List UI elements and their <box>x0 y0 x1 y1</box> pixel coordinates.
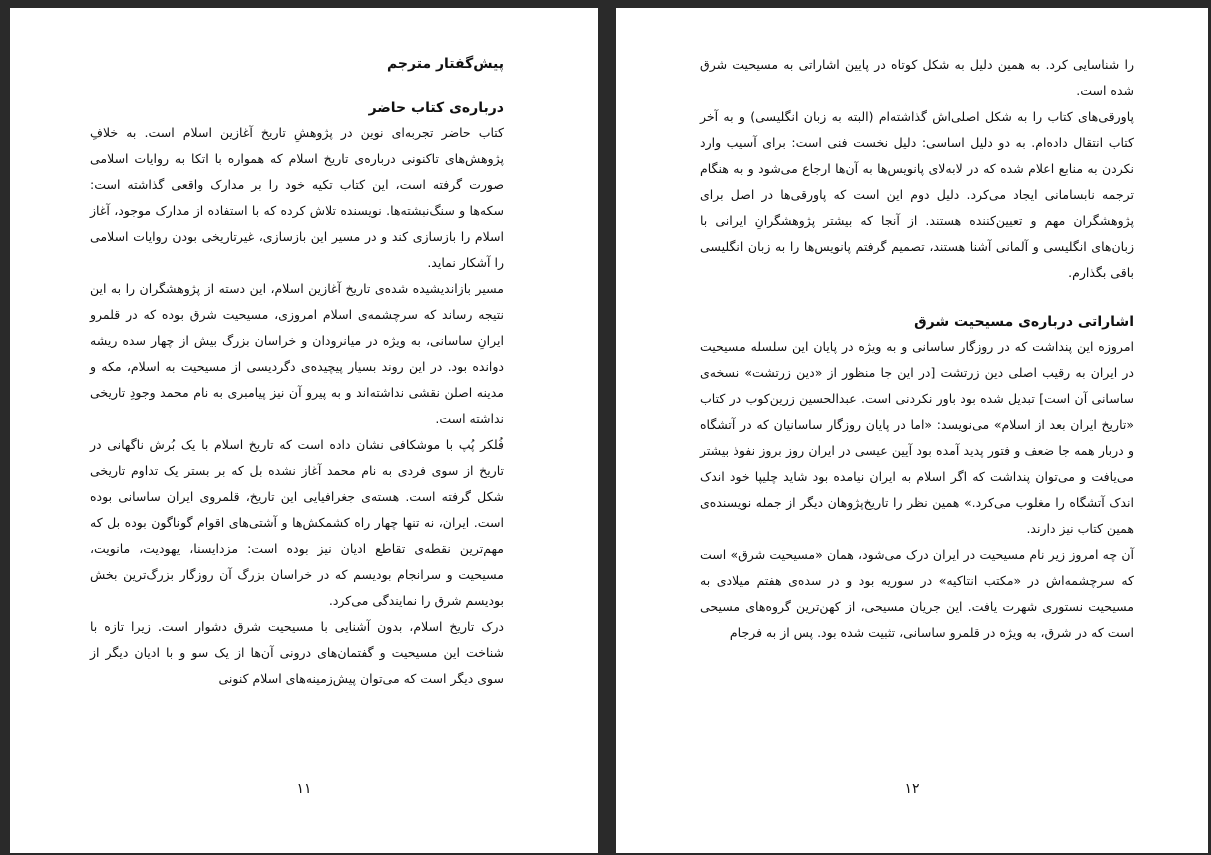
section-heading-about-book: درباره‌ی کتاب حاضر <box>368 100 504 116</box>
paragraph: مسیر بازاندیشیده شده‌ی تاریخ آغازین اسلام، این دسته از پژوهشگران را به این نتیجه رساند که سرچشمه‌ی اسلام امروزی، مسیحیت شرق بوده که در قلمرو ایرانِ ساسانی، به ویژه در میانرودان و خراسان بزرگ بیش از چهار سده ریشه دوانده بود. در این روند بسیار پیچیده‌ی دگردیسی از مسیحیت به اسلام، مکه و مدینه اصلن نقشی نداشته‌اند و به پیرو آن نیز پیامبری به نام محمد وجودِ تاریخی نداشته است. <box>90 281 504 426</box>
page-number: ۱۱ <box>296 781 312 797</box>
page-gutter <box>598 0 616 855</box>
paragraph: پاورقی‌های کتاب را به شکل اصلی‌اش گذاشته‌ام (البته به زبان انگلیسی) و به آخر کتاب انتقال داده‌ام. به دو دلیل اساسی: دلیل نخست فنی است: برای آسیب وارد نکردن به منابع اعلام شده که در لابه‌لای پانویس‌ها به آن‌ها ارجاع می‌شود و به هنگام ترجمه نابسامانی ایجاد می‌کرد. دلیل دوم این است که پاورقی‌ها در اصل برای پژوهشگران مهم و تعیین‌کننده هستند. از آنجا که بیشتر پژوهشگرانِ ایرانی با زبان‌های انگلیسی و آلمانی آشنا هستند، تصمیم گرفتم پانویس‌ها را به زبان انگلیسی باقی بگذارم. <box>700 109 1134 280</box>
section-heading-eastern-christianity: اشاراتی درباره‌ی مسیحیت شرق <box>914 314 1134 330</box>
page-title: پیش‌گفتار مترجم <box>386 56 504 72</box>
page-11 <box>10 8 598 853</box>
page-number: ۱۲ <box>904 781 920 797</box>
paragraph: فُلکر پُپ با موشکافی نشان داده است که تاریخ اسلام با یک بُرش ناگهانی در تاریخ از سوی فردی به نام محمد آغاز نشده بل که بر بستر یک تداوم تاریخی شکل گرفته است. هسته‌ی جغرافیایی این تاریخ، قلمروی ایران ساسانی بوده است. ایران، نه تنها چهار راه کشمکش‌ها و آشتی‌های اقوام گوناگون بوده بل که مهم‌ترین نقطه‌ی تقاطع ادیان نیز بوده است: مزدایسنا، یهودیت، مانویت، مسیحیت و سرانجام بودیسم که در خراسان بزرگ آن روزگار بزرگ‌ترین بخش بودیسم شرق را نمایندگی می‌کرد. <box>90 437 504 608</box>
paragraph: کتاب حاضر تجربه‌ای نوین در پژوهشِ تاریخ آغازین اسلام است. به خلافِ پژوهش‌های تاکنونی درباره‌ی تاریخ اسلام که همواره با اتکا به روایات اسلامی صورت گرفته است، این کتاب تکیه خود را بر مدارک واقعی گذاشته است: سکه‌ها و سنگ‌نبشته‌ها. نویسنده تلاش کرده که با استفاده از مدارک موجود، آغاز اسلام را بازسازی کند و در مسیر این بازسازی، غیرتاریخی بودن روایات اسلامی را آشکار نماید. <box>90 125 504 270</box>
paragraph: امروزه این پنداشت که در روزگار ساسانی و به ویژه در پایان این سلسله مسیحیت در ایران به رقیب اصلی دین زرتشت [در این جا منظور از «دین زرتشت» نسخه‌ی ساسانی آن است] تبدیل شده بود باور نکردنی است. عبدالحسین زرین‌کوب در کتاب «تاریخ ایران بعد از اسلام» می‌نویسد: «اما در پایان روزگار ساسانیان که در آتشگاه و دربار همه جا ضعف و فتور پدید آمده بود آیین عیسی در ایران روز بروز نفوذ بیشتر می‌یافت و می‌توان پنداشت که اگر اسلام به ایران نیامده بود شاید چلیپا خود اندک اندک آتشگاه را مغلوب می‌کرد.» همین نظر را تاریخ‌پژوهان دیگر از جمله نویسنده‌ی همین کتاب نیز دارند. <box>700 339 1134 536</box>
paragraph: را شناسایی کرد. به همین دلیل به شکل کوتاه در پایین اشاراتی به مسیحیت شرق شده است. <box>700 57 1134 98</box>
section-spacer <box>700 286 1134 312</box>
paragraph: درک تاریخ اسلام، بدون آشنایی با مسیحیت شرق دشوار است. زیرا تازه با شناخت این مسیحیت و گفتمان‌های درونی آن‌ها از یک سو و با ادیان دیگر از سوی دیگر است که می‌توان پیش‌زمینه‌های اسلام کنونی <box>90 619 504 686</box>
paragraph: آن چه امروز زیر نام مسیحیت در ایران درک می‌شود، همان «مسیحیت شرق» است که سرچشمه‌اش در «مکتب انتاکیه» در سوریه بود و در سده‌ی هفتم میلادی به مسیحیت نستوری شهرت یافت. این جریان مسیحی، از کهن‌ترین گروه‌های مسیحی است که در شرق، به ویژه در قلمرو ساسانی، تثبیت شده بود. پس از به فرجام <box>700 547 1134 640</box>
page-12 <box>616 8 1208 853</box>
